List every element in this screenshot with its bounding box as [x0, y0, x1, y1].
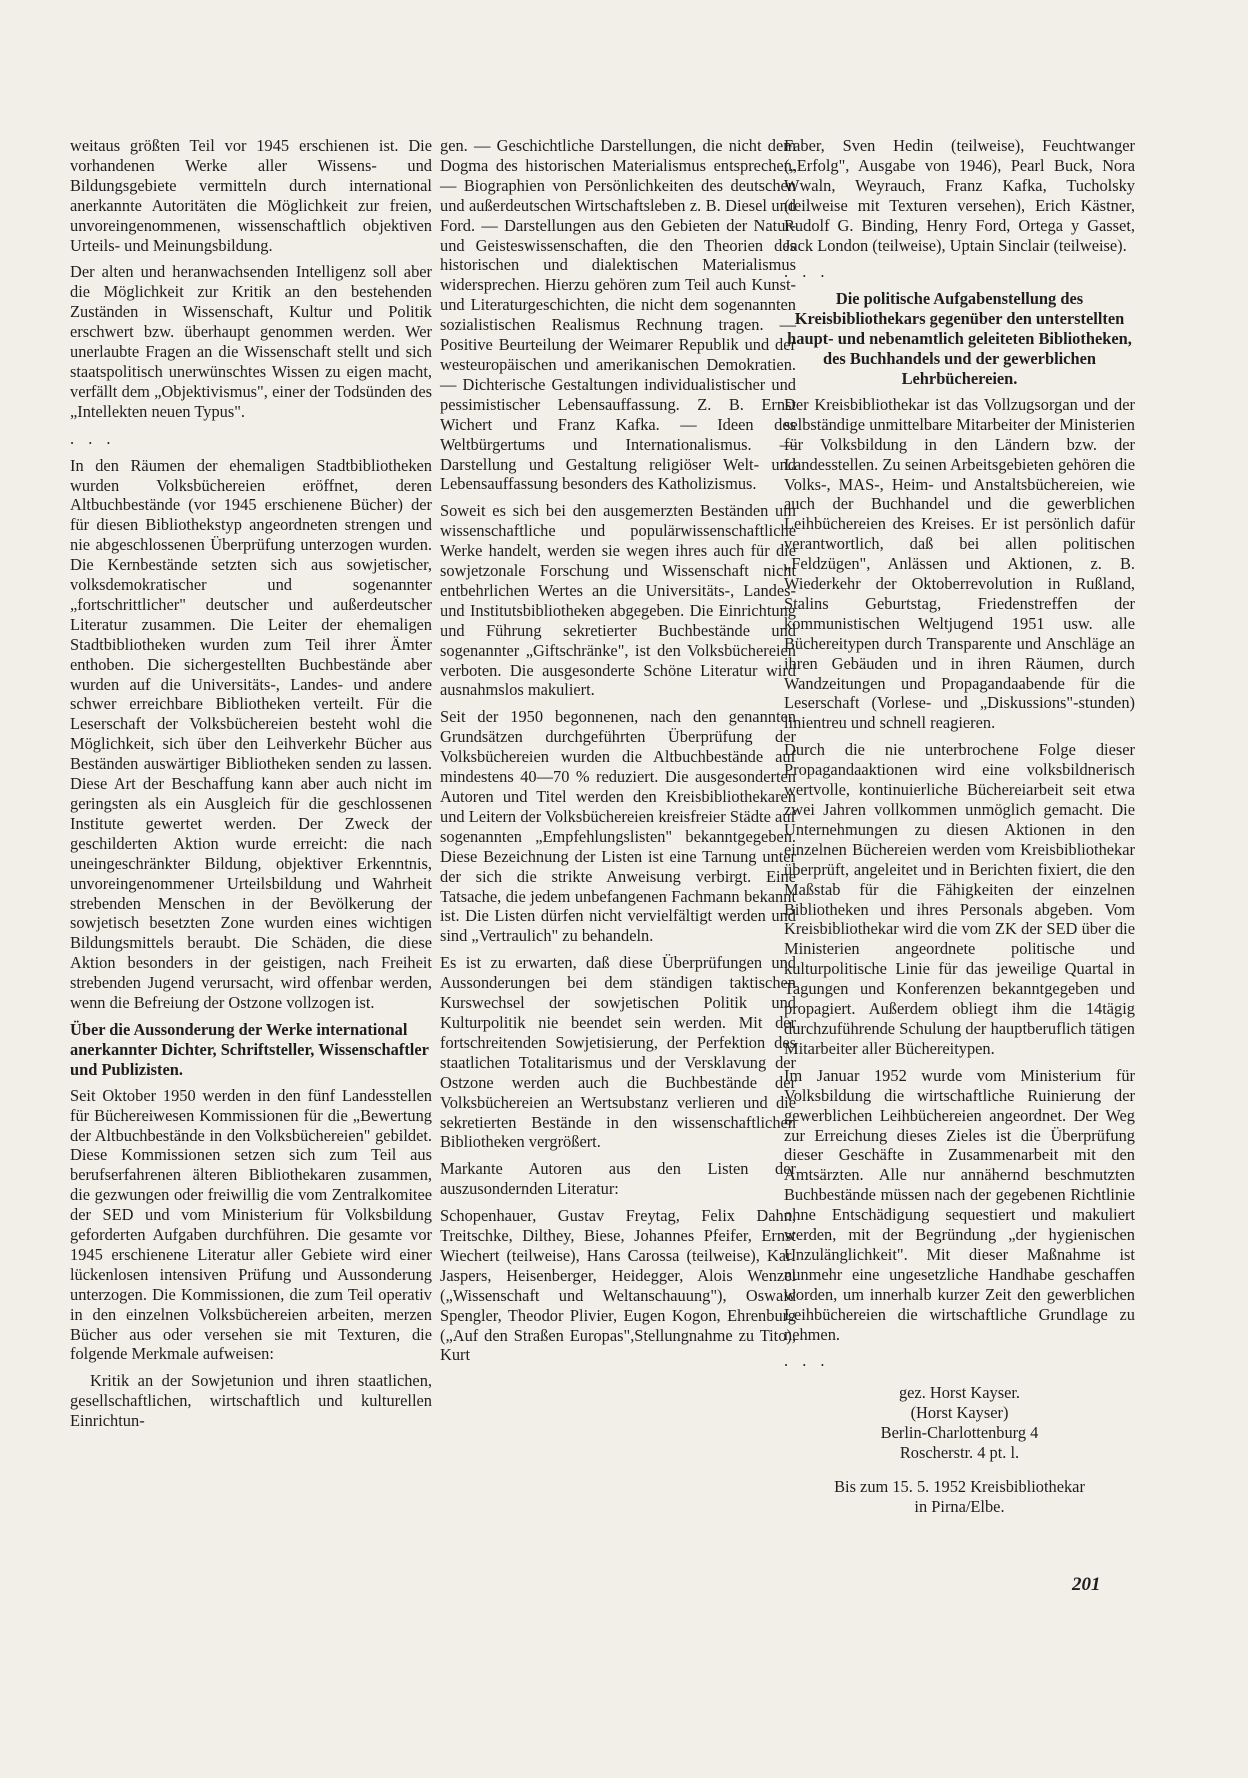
signature-block: [784, 1383, 1135, 1463]
author-list: Schopenhauer, Gustav Freytag, Felix Dahn, Treitschke, Dilthey, Biese, Johannes Pfeifer, Ernst Wiechert (teilweise), Hans Carossa (teilweise), Karl Jaspers, Heisenberger, Heidegger, Alois Wenzel („Wissenschaft und Weltanschauung"), Oswald Spengler, Theodor Plivier, Eugen Kogon, Ehrenburg („Auf den Straßen Europas",Stellungnahme zu Tito), Kurt: [440, 1206, 796, 1365]
ellipsis-separator: . . .: [784, 1351, 830, 1371]
signature-name: (Horst Kayser): [910, 1403, 1009, 1423]
paragraph: gen. — Geschichtliche Darstellungen, die nicht dem Dogma des historischen Materialismus entsprechen. — Biographien von Persönlichkeiten des deutschen und außerdeutschen Wirtschaftsleben z. B. Diesel und Ford. — Darstellungen aus den Gebieten der Natur- und Geisteswissenschaften, die den Theorien des historischen und dialektischen Materialismus widersprechen. Hierzu gehören zum Teil auch Kunst- und Literaturgeschichten, die nicht dem sogenannten sozialistischen Realismus Rechnung tragen. — Positive Beurteilung der Weimarer Republik und der westeuropäischen und amerikanischen Demokratien. — Dichterische Gestaltungen individualistischer und pessimistischer Lebensauffassung. Z. B. Ernst Wichert und Franz Kafka. — Ideen des Weltbürgertums und Internationalismus. — Darstellung und Gestaltung religiöser Welt- und Lebensauffassung besonders des Katholizismus.: [440, 136, 796, 494]
author-note: [784, 1477, 1135, 1517]
paragraph: Es ist zu erwarten, daß diese Überprüfungen und Aussonderungen bei dem ständigen taktischen Kurswechsel der sowjetischen Politik und Kulturpolitik nie beendet sein werden. Mit der fortschreitenden Sowjetisierung, der Perfektion des staatlichen Totalitarismus und der Versklavung der Ostzone werden auch die Buchbestände der Volksbüchereien an Wertsubstanz verlieren und die sekretierten Bestände in den wissenschaftlichen Bibliotheken vergrößert.: [440, 953, 796, 1152]
paragraph: Seit Oktober 1950 werden in den fünf Landesstellen für Büchereiwesen Kommissionen für die „Bewertung der Altbuchbestände in den Volksbüchereien" gebildet. Diese Kommissionen setzen sich zum Teil aus berufserfahrenen älteren Bibliothekaren zusammen, die gezwungen oder freiwillig die vom Zentralkomitee der SED und vom Ministerium für Volksbildung geforderten Aufgaben durchführen. Die gesamte vor 1945 erschienene Literatur aller Gebiete wird einer lückenlosen intensiven Prüfung und Aussonderung unterzogen. Die Kommissionen, die zum Teil operativ in den einzelnen Volksbüchereien arbeiten, merzen Bücher aus oder versehen sie mit Texturen, die folgende Merkmale aufweisen:: [70, 1085, 432, 1364]
paragraph: Kritik an der Sowjetunion und ihren staatlichen, gesellschaftlichen, wirtschaftlich und kulturellen Einrichtun-: [70, 1371, 432, 1431]
author-list: Faber, Sven Hedin (teilweise), Feuchtwanger („Erfolg", Ausgabe von 1946), Pearl Buck, Nora Wwaln, Weyrauch, Franz Kafka, Tucholsky (teilweise mit Texturen versehen), Erich Kästner, Rudolf G. Binding, Henry Ford, Ortega y Gasset, Jack London (teilweise), Uptain Sinclair (teilweise).: [784, 136, 1135, 255]
paragraph: weitaus größten Teil vor 1945 erschienen ist. Die vorhandenen Werke aller Wissens- und Bildungsgebiete vermitteln durch international anerkannte Autoritäten die Möglichkeit zur freien, unvoreingenommenen, wissenschaftlich objektiven Urteils- und Meinungsbildung.: [70, 136, 432, 255]
paragraph: Der alten und heranwachsenden Intelligenz soll aber die Möglichkeit zur Kritik an den bestehenden Zuständen in Wissenschaft, Kultur und Politik erschwert bzw. überhaupt genommen werden. Wer unerlaubte Fragen an die Wissenschaft stellt und sich staatspolitisch unerwünschtes Wissen zu eigen macht, verfällt dem „Objektivismus", einer der Todsünden des „Intellekten neuen Typus".: [70, 262, 432, 421]
page-number: 201: [1072, 1574, 1101, 1595]
text-column-3: [784, 136, 1135, 1517]
paragraph: In den Räumen der ehemaligen Stadtbibliotheken wurden Volksbüchereien eröffnet, deren Altbuchbestände (vor 1945 erschienene Bücher) der für diesen Bibliothekstyp angeordneten strengen und nie abgeschlossenen Überprüfung unterzogen wurden. Die Kernbestände setzten sich aus sowjetischer, volksdemokratischer und sogenannter „fortschrittlicher" deutscher und außerdeutscher Literatur zusammen. Die Leiter der ehemaligen Stadtbibliotheken wurden zum Teil ihrer Ämter enthoben. Die sichergestellten Buchbestände aber wurden auf die Universitäts-, Landes- und andere schwer erreichbare Bibliotheken verteilt. Für die Leserschaft der Volksbüchereien besteht wohl die Möglichkeit, sich über den Leihverkehr Bücher aus Beständen auswärtiger Bibliotheken senden zu lassen. Diese Art der Beschaffung kann aber auch nicht im geringsten als ein Ausgleich für die geschlossenen Institute gewertet werden. Der Zweck der geschilderten Aktion wurde erreicht: die nach uneingeschränkter Bildung, objektiver Erkenntnis, unvoreingenommener Urteilsbildung und Wahrheit strebenden Menschen in der Bevölkerung der sowjetisch besetzten Zone wurden eines wichtigen Bildungsmittels beraubt. Die Schäden, die diese Aktion besonders in der geistigen, nach Freiheit strebenden Jugend verursacht, wird offenbar werden, wenn die Befreiung der Ostzone vollzogen ist.: [70, 455, 432, 1013]
signature-address: Berlin-Charlottenburg 4: [880, 1423, 1039, 1443]
paragraph: Durch die nie unterbrochene Folge dieser Propagandaaktionen wird eine volksbildnerisch wertvolle, kontinuierliche Büchereiarbeit seit etwa zwei Jahren vollkommen unmöglich gemacht. Die Unternehmungen zu diesen Aktionen in den einzelnen Büchereien werden vom Kreisbibliothekar überprüft, angeleitet und in Berichten fixiert, die den Maßstab für die Fähigkeiten der einzelnen Bibliotheken und ihres Personals abgeben. Vom Kreisbibliothekar wird die vom ZK der SED über die Ministerien angeordnete politische und kulturpolitische Linie für das jeweilige Quartal in Tagungen und Konferenzen bekanntgegeben und propagiert. Außerdem obliegt ihm die 14tägig durchzuführende Schulung der hauptberuflich tätigen Mitarbeiter aller Büchereitypen.: [784, 740, 1135, 1058]
ellipsis-separator: . . .: [784, 262, 830, 282]
note-line: in Pirna/Elbe.: [914, 1496, 1005, 1516]
text-column-2: [440, 136, 796, 1372]
signature-line: gez. Horst Kayser.: [898, 1383, 1021, 1403]
paragraph: Markante Autoren aus den Listen der auszusondernden Literatur:: [440, 1159, 796, 1199]
text-column-1: [70, 136, 432, 1438]
section-heading: Über die Aussonderung der Werke international anerkannter Dichter, Schriftsteller, Wissenschaftler und Publizisten.: [70, 1019, 429, 1079]
section-heading: Die politische Aufgabenstellung des Kreisbibliothekars gegenüber den unterstellten haupt- und nebenamtlich geleiteten Bibliotheken, des Buchhandels und der gewerblichen Lehrbüchereien.: [787, 289, 1132, 388]
paragraph: Im Januar 1952 wurde vom Ministerium für Volksbildung die wirtschaftliche Ruinierung der gewerblichen Leihbüchereien angeordnet. Der Weg zur Erreichung dieses Zieles ist die Überprüfung dieser Geschäfte in Zusammenarbeit mit den Amtsärzten. Alle nur annähernd beschmutzten Buchbestände müssen nach der gegebenen Richtlinie ohne Entschädigung sequestiert und makuliert werden, mit der Begründung „der hygienischen Unzulänglichkeit". Mit dieser Maßnahme ist nunmehr eine ungesetzliche Handhabe geschaffen worden, um innerhalb kurzer Zeit den gewerblichen Leihbüchereien die wirtschaftliche Grundlage zu nehmen.: [784, 1065, 1135, 1344]
paragraph: Soweit es sich bei den ausgemerzten Beständen um wissenschaftliche und populärwissenschaftliche Werke handelt, werden sie wegen ihres auch für die sowjetzonale Forschung und Wissenschaft nicht entbehrlichen Wertes an die Universitäts-, Landes- und Institutsbibliotheken abgegeben. Die Einrichtung und Führung sekretierter Buchbestände und sogenannter „Giftschränke", ist den Volksbüchereien verboten. Die ausgesonderte Schöne Literatur wird ausnahmslos makuliert.: [440, 501, 796, 700]
signature-street: Roscherstr. 4 pt. l.: [899, 1443, 1020, 1463]
paragraph: Seit der 1950 begonnenen, nach den genannten Grundsätzen durchgeführten Überprüfung der Volksbüchereien wurden die Altbuchbestände auf mindestens 40—70 % reduziert. Die ausgesonderten Autoren und Titel werden den Kreisbibliothekaren und Leitern der Volksbüchereien kreisfreier Städte auf sogenannten „Empfehlungslisten" bekanntgegeben. Diese Bezeichnung der Listen ist eine Tarnung unter der sich die strikte Anweisung verbirgt. Eine Tatsache, die jedem unbefangenen Fachmann bekannt ist. Die Listen dürfen nicht vervielfältigt werden und sind „Vertraulich" zu behandeln.: [440, 707, 796, 946]
paragraph: Der Kreisbibliothekar ist das Vollzugsorgan und der selbständige unmittelbare Mitarbeiter der Ministerien für Volksbildung in den Ländern bzw. der Landesstellen. Zu seinen Arbeitsgebieten gehören die Volks-, MAS-, Heim- und Anstaltsbüchereien, wie auch der Buchhandel und die gewerblichen Leihbüchereien des Kreises. Er ist persönlich dafür verantwortlich, daß bei allen politischen „Feldzügen", Anlässen und Aktionen, z. B. Wiederkehr der Oktoberrevolution in Rußland, Stalins Geburtstag, Friedenstreffen der kommunistischen Weltjugend 1951 usw. alle Büchereitypen durch Transparente und Anschläge an ihren Gebäuden und in ihren Räumen, durch Wandzeitungen und Propagandaabende für die Leserschaft (Vorlese- und „Diskussions"-stunden) linientreu und schnell reagieren.: [784, 394, 1135, 733]
ellipsis-separator: . . .: [70, 428, 116, 448]
note-line: Bis zum 15. 5. 1952 Kreisbibliothekar: [834, 1477, 1085, 1496]
